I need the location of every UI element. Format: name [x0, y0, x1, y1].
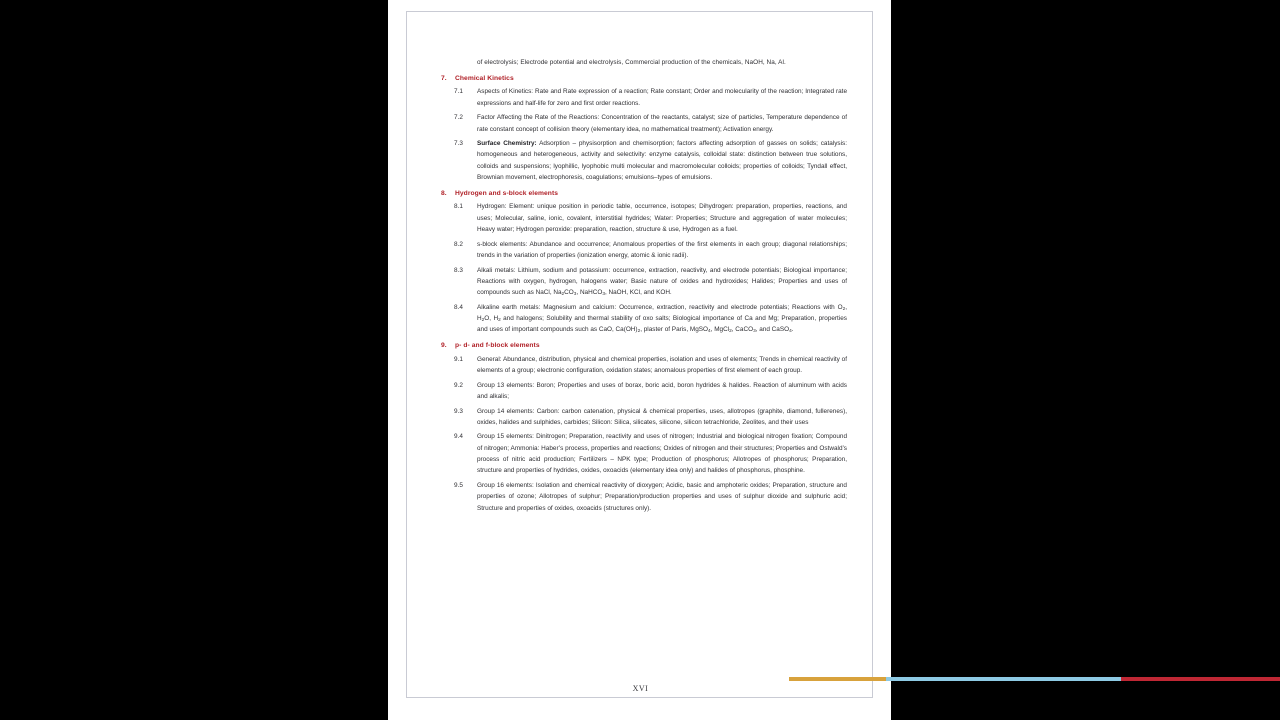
- item-text: Group 13 elements: Boron; Properties and uses of borax, boric acid, boron hydrides & halides. Reaction of aluminum with acids and alkalis;: [477, 381, 847, 401]
- item-text: Factor Affecting the Rate of the Reactions: Concentration of the reactants, catalyst; size of particles, Temperature dependence of rate constant concept of collision theory (elementary idea, no mathematical treatment); Activation energy.: [477, 114, 847, 133]
- item-text: Group 14 elements: Carbon: carbon catenation, physical & chemical properties, uses, allotropes (graphite, diamond, fullerenes), oxides, halides and sulphides, carbides; Silicon: Silica, silicates, silicone, silicon tetrachloride, Zeolites, and their uses: [477, 407, 847, 426]
- footer-rule-segment-gold: [789, 677, 886, 681]
- item-number: 7.2: [454, 114, 463, 122]
- syllabus-item: [441, 406, 847, 429]
- item-text: Group 15 elements: Dinitrogen; Preparation, reactivity and uses of nitrogen; Industrial and biological nitrogen fixation; Compound of nitrogen; Ammonia: Haber’s process, properties and reactions; Oxides of nitrogen and their structures; Properties and Ostwald’s process of nitric acid production; Fertilizers – NPK type; Production of phosphorus; Allotropes of phosphorus; Preparation, structure and properties of hydrides, oxides, oxoacids (elementary idea only) and halides of phosphorus, phosphine.: [477, 433, 847, 475]
- footer-color-rule: [789, 677, 1280, 681]
- item-number: 8.1: [454, 203, 463, 211]
- item-number: 9.2: [454, 381, 463, 389]
- section-number: 9.: [441, 342, 447, 350]
- item-text: Hydrogen: Element: unique position in periodic table, occurrence, isotopes; Dihydrogen: preparation, properties, reactions, and uses; Molecular, saline, ionic, covalent, interstitial hydrides; Water: Properties; Structure and aggregation of water molecules; Heavy water; Hydrogen peroxide: preparation, reaction, structure & use, Hydrogen as a fuel.: [477, 203, 847, 234]
- section-title: Chemical Kinetics: [455, 74, 514, 82]
- page-number: XVI: [632, 684, 649, 693]
- syllabus-item: [441, 201, 847, 235]
- item-text: General: Abundance, distribution, physical and chemical properties, isolation and uses of elements; Trends in chemical reactivity of elements of a group; electronic configuration, oxidation states; anomalous properties of first element of each group.: [477, 355, 847, 375]
- page-content: [441, 57, 847, 517]
- item-bold-lead: Surface Chemistry:: [477, 140, 537, 148]
- page-body: [407, 12, 872, 697]
- syllabus-item: [441, 302, 847, 336]
- item-text: Alkaline earth metals: Magnesium and calcium: Occurrence, extraction, reactivity and electrode potentials; Reactions with $O_2$, $H_2O$, $H_2$ and halogens; Solubility and thermal stability of oxo salts; Biological importance of Ca and Mg; Preparation, properties and uses of important compounds such as CaO, $Ca(OH)_2$, plaster of Paris, MgSO$_4$, MgCl$_2$, CaCO$_3$, and CaSO$_4$.: [477, 303, 848, 335]
- syllabus-item: [441, 112, 847, 135]
- item-number: 9.3: [454, 407, 463, 415]
- section-title: p- d- and f-block elements: [455, 342, 540, 350]
- footer-rule-segment-red: [1121, 677, 1280, 681]
- document-page: [406, 11, 873, 698]
- item-number: 9.4: [454, 433, 463, 441]
- section-heading: [441, 188, 847, 199]
- syllabus-item: [441, 138, 847, 183]
- item-text: Group 16 elements: Isolation and chemical reactivity of dioxygen; Acidic, basic and amphoteric oxides; Preparation, structure and properties of ozone; Allotropes of sulphur; Preparation/production properties and uses of sulphur dioxide and sulphuric acid; Structure and properties of oxides, oxoacids (structures only).: [477, 482, 847, 512]
- item-body-text: Adsorption – physisorption and chemisorption; factors affecting adsorption of gasses on solids; catalysis: homogeneous and heterogeneous, activity and selectivity: enzyme catalysis, colloidal state: distinction between true solutions, colloids and suspensions; lyophillic, lyophobic multi molecular and macromolecular colloids; properties of colloids; Tyndall effect, Brownian movement, electrophoresis, coagulations; emulsions–types of emulsions.: [477, 140, 847, 182]
- syllabus-item: [441, 86, 847, 109]
- syllabus-item: [441, 431, 847, 476]
- item-number: 8.3: [454, 266, 463, 274]
- item-text: [477, 138, 847, 183]
- item-text: s-block elements: Abundance and occurrence; Anomalous properties of the first elements in each group; diagonal relationships; trends in the variation of properties (ionization energy, atomic & ionic radii).: [477, 240, 847, 260]
- item-number: 8.2: [454, 240, 463, 248]
- footer-rule-segment-blue: [886, 677, 1121, 681]
- item-number: 7.1: [454, 88, 463, 96]
- syllabus-item: [441, 239, 847, 262]
- item-text: Alkali metals: Lithium, sodium and potassium: occurrence, extraction, reactivity, and electrode potentials; Biological importance; Reactions with oxygen, hydrogen, halogens water; Basic nature of oxides and hydroxides; Halides; Properties and uses of compounds such as NaCl, $Na_2CO_3$, NaHCO$_3$, NaOH, KCl, and KOH.: [477, 266, 847, 298]
- syllabus-item: [441, 380, 847, 403]
- section-heading: [441, 73, 847, 84]
- syllabus-item: [441, 480, 847, 514]
- item-number: 9.1: [454, 355, 463, 363]
- item-number: 8.4: [454, 303, 463, 311]
- syllabus-item: [441, 354, 847, 377]
- sections-container: [441, 73, 847, 514]
- item-number: 7.3: [454, 140, 463, 148]
- section-heading: [441, 340, 847, 351]
- section-number: 7.: [441, 74, 447, 82]
- item-text: Aspects of Kinetics: Rate and Rate expression of a reaction; Rate constant; Order and molecularity of the reaction; Integrated rate expressions and half-life for zero and first order reactions.: [477, 88, 847, 107]
- continuation-paragraph: of electrolysis; Electrode potential and electrolysis, Commercial production of the chemicals, NaOH, Na, Al.: [477, 59, 786, 66]
- syllabus-item: [441, 265, 847, 299]
- section-number: 8.: [441, 189, 447, 197]
- section-title: Hydrogen and s-block elements: [455, 189, 559, 197]
- item-number: 9.5: [454, 482, 463, 489]
